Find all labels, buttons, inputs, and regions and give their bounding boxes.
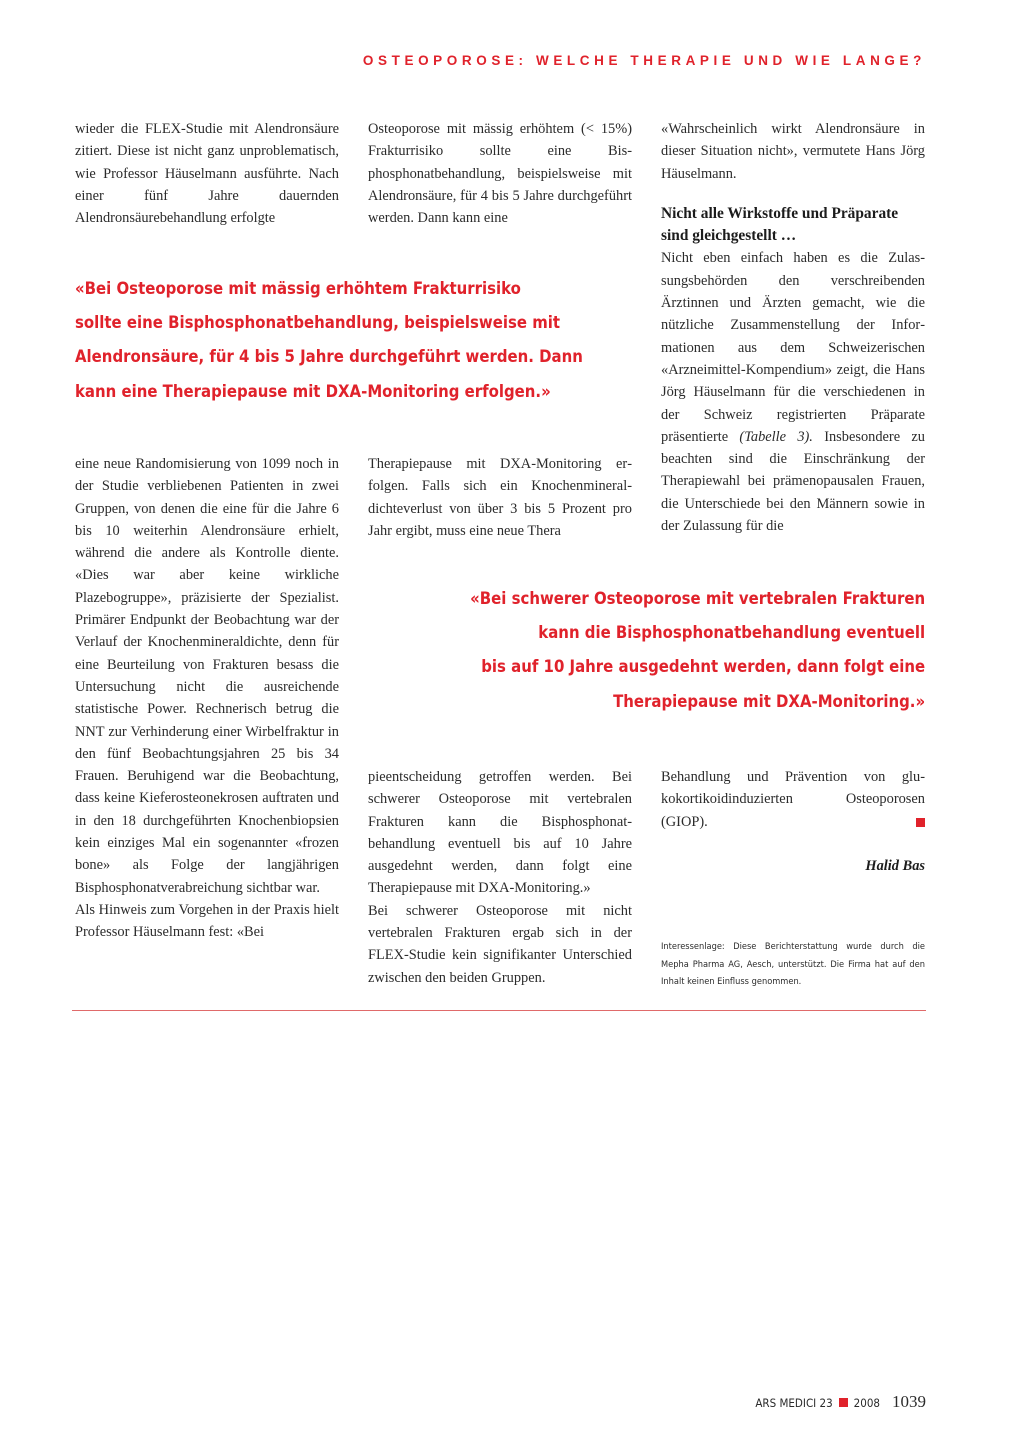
author-name: Halid Bas	[865, 857, 925, 874]
body-paragraph	[661, 247, 925, 537]
body-paragraph: «Wahrscheinlich wirkt Alendronsäure in dieser Situation nicht», vermutete Hans Jörg Häuselmann.	[661, 121, 925, 182]
running-header: OSTEOPOROSE: WELCHE THERAPIE UND WIE LANGE?	[362, 53, 926, 68]
disclosure-note: Interessenlage: Diese Berichterstattung wurde durch die Mepha Pharma AG, Aesch, unterstützt. Die Firma hat auf den Inhalt keinen Einfluss genommen.	[661, 941, 925, 987]
column-2-bottom	[368, 766, 632, 989]
pull-quote-2	[305, 582, 925, 719]
bottom-divider	[72, 1010, 926, 1011]
column-3-bottom	[661, 766, 925, 877]
column-3-top	[661, 118, 925, 537]
table-reference: (Tabelle 3).	[739, 428, 813, 445]
footer-square-mark	[839, 1398, 848, 1407]
column-1-top	[75, 118, 339, 229]
pull-quote-line: «Bei Osteoporose mit mässig erhöhtem Frakturrisiko	[75, 279, 521, 298]
column-2-mid	[368, 453, 632, 542]
column-1-main	[75, 453, 339, 944]
body-paragraph: pieentscheidung getroffen werden. Bei schwerer Osteoporose mit vertebralen Frakturen kann die Bisphosphonatbehandlung eventuell bis auf 10 Jahre ausgedehnt werden, dann folgt eine Therapiepause mit DXA-Monitoring.»	[368, 769, 632, 897]
column-2-top	[368, 118, 632, 229]
body-paragraph: Bei schwerer Osteoporose mit nicht vertebralen Frakturen ergab sich in der FLEX-Studie kein signifikanter Unterschied zwischen den beiden Gruppen.	[368, 902, 632, 986]
body-text: Insbesondere zu beachten sind die Einschränkung der Therapiewahl bei prämenopausalen Frauen, die Unterschiede bei den Männern sowie in der Zulassung für die	[661, 428, 925, 535]
body-paragraph: Osteoporose mit mässig erhöhtem (< 15%) Frakturrisiko sollte eine Bisphosphonatbehandlung, beispielsweise mit Alendronsäure, für 4 bis 5 Jahre durchgeführt werden. Dann kann eine	[368, 121, 632, 227]
body-paragraph: Als Hinweis zum Vorgehen in der Praxis hielt Professor Häuselmann fest: «Bei	[75, 901, 339, 941]
pull-quote-line: kann die Bisphosphonatbehandlung eventuell	[538, 623, 926, 643]
body-text: Behandlung und Prävention von glukokortikoidinduzierten Osteoporosen (GIOP).	[661, 769, 925, 830]
pull-quote-line: sollte eine Bisphosphonatbehandlung, beispielsweise mit	[75, 313, 561, 333]
end-of-article-mark	[916, 818, 925, 827]
pull-quote-line: «Bei schwerer Osteoporose mit vertebralen Frakturen	[470, 589, 926, 608]
body-paragraph: eine neue Randomisierung von 1099 noch in der Studie verbliebenen Patienten in zwei Gruppen, von denen die eine für die Jahre 6 bis 10 weiterhin Alendronsäure erhielt, während die andere als Kontrolle diente. «Dies war aber keine wirkliche Plazebogruppe», präzisierte der Spezialist. Primärer Endpunkt der Beobachtung war der Verlauf der Knochenmineraldichte, denn für eine Beurteilung von Frakturen besass die Untersuchung nicht die ausreichende statistische Power. Rechnerisch betrug die NNT zur Verhinderung einer Wirbelfraktur in den fünf Beobachtungsjahren 25 bis 34 Frauen. Beruhigend war die Beobachtung, dass keine Kieferosteonekrosen auftraten und in den 18 durchgeführten Knochenbiopsien kein einziges Mal ein sogenannter «frozen bone» als Folge der langjährigen Bisphosphonatverabreichung sichtbar war.	[75, 456, 339, 896]
body-paragraph: wieder die FLEX-Studie mit Alendronsäure zitiert. Diese ist nicht ganz unproblematisch, wie Professor Häuselmann ausführte. Nach einer fünf Jahre dauernden Alendronsäurebehandlung erfolgte	[75, 121, 339, 227]
pull-quote-line: bis auf 10 Jahre ausgedehnt werden, dann folgt eine	[481, 657, 926, 677]
pull-quote-line: kann eine Therapiepause mit DXA-Monitoring erfolgen.»	[75, 381, 551, 401]
body-paragraph	[661, 766, 925, 833]
pull-quote-line: Therapiepause mit DXA-Monitoring.»	[613, 691, 926, 711]
section-subheading: Nicht alle Wirkstoffe und Präparate sind gleichgestellt …	[661, 204, 899, 245]
pull-quote-1	[75, 272, 631, 409]
page-number: 1039	[892, 1392, 926, 1411]
page-footer	[755, 1392, 926, 1412]
body-paragraph: Therapiepause mit DXA-Monitoring erfolgen. Falls sich ein Knochenmineraldichteverlust von über 3 bis 5 Prozent pro Jahr ergibt, muss eine neue Thera	[368, 456, 632, 539]
publication-year: 2008	[853, 1396, 880, 1410]
body-text: Nicht eben einfach haben es die Zulassungsbehörden den verschreibenden Ärztinnen und Ärzten gemacht, wie die nützliche Zusammenstellung der Informationen aus dem Schweizerischen «Arzneimittel-Kompendium» zeigt, die Hans Jörg Häuselmann für die verschiedenen in der Schweiz registrierten Präparate präsentierte	[661, 250, 925, 445]
pull-quote-line: Alendronsäure, für 4 bis 5 Jahre durchgeführt werden. Dann	[75, 347, 583, 367]
journal-name: ARS MEDICI 23	[755, 1396, 833, 1410]
